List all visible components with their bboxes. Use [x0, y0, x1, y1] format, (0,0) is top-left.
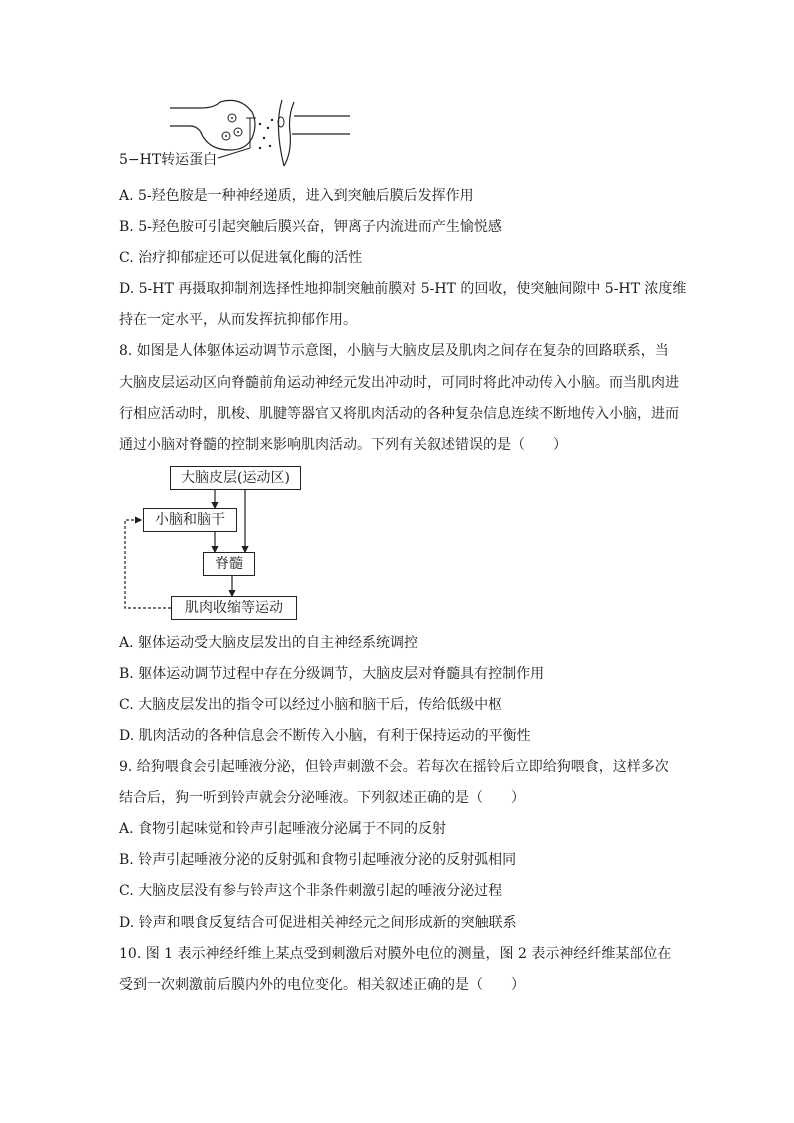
- q8-option-d: D. 肌肉活动的各种信息会不断传入小脑，有利于保持运动的平衡性: [119, 728, 531, 744]
- q8-option-a: A. 躯体运动受大脑皮层发出的自主神经系统调控: [119, 635, 419, 651]
- q9-option-b: B. 铃声引起唾液分泌的反射弧和食物引起唾液分泌的反射弧相同: [119, 852, 517, 868]
- box-cortex: 大脑皮层(运动区): [170, 466, 301, 490]
- q8-stem-2: 大脑皮层运动区向脊髓前角运动神经元发出冲动时，可同时将此冲动传入小脑。而当肌肉进: [119, 375, 679, 391]
- q7-option-d: D. 5-HT 再摄取抑制剂选择性地抑制突触前膜对 5-HT 的回收，使突触间隙中 5-HT 浓度维: [119, 281, 687, 297]
- transporter-label: 5−HT转运蛋白: [119, 152, 218, 168]
- q9-option-c: C. 大脑皮层没有参与铃声这个非条件刺激引起的唾液分泌过程: [119, 883, 503, 899]
- q7-option-a: A. 5-羟色胺是一种神经递质，进入到突触后膜后发挥作用: [119, 188, 474, 204]
- q9-stem-1: 9. 给狗喂食会引起唾液分泌，但铃声刺激不会。若每次在摇铃后立即给狗喂食，这样多次: [119, 759, 669, 775]
- q8-stem-3: 行相应活动时，肌梭、肌腱等器官又将肌肉活动的各种复杂信息连续不断地传入小脑，进而: [119, 406, 679, 422]
- box-spinal-cord: 脊髓: [203, 552, 255, 576]
- q7-option-b: B. 5-羟色胺可引起突触后膜兴奋，钾离子内流进而产生愉悦感: [119, 219, 502, 235]
- q8-option-b: B. 躯体运动调节过程中存在分级调节，大脑皮层对脊髓具有控制作用: [119, 666, 545, 682]
- q9-option-d: D. 铃声和喂食反复结合可促进相关神经元之间形成新的突触联系: [119, 915, 517, 931]
- q7-option-d-cont: 持在一定水平，从而发挥抗抑郁作用。: [119, 312, 357, 328]
- q7-option-c: C. 治疗抑郁症还可以促进氧化酶的活性: [119, 250, 363, 266]
- q8-stem-1: 8. 如图是人体躯体运动调节示意图，小脑与大脑皮层及肌肉之间存在复杂的回路联系，当: [119, 343, 669, 359]
- q9-option-a: A. 食物引起味觉和铃声引起唾液分泌属于不同的反射: [119, 821, 447, 837]
- box-muscle: 肌肉收缩等运动: [171, 596, 297, 620]
- q10-stem-1: 10. 图 1 表示神经纤维上某点受到刺激后对膜外电位的测量，图 2 表示神经纤维某部位在: [119, 946, 672, 962]
- q9-stem-2: 结合后，狗一听到铃声就会分泌唾液。下列叙述正确的是（ ）: [119, 790, 525, 806]
- motor-control-diagram: [115, 460, 315, 630]
- q8-option-c: C. 大脑皮层发出的指令可以经过小脑和脑干后，传给低级中枢: [119, 697, 503, 713]
- box-cerebellum: 小脑和脑干: [143, 508, 237, 532]
- q10-stem-2: 受到一次刺激前后膜内外的电位变化。相关叙述正确的是（ ）: [119, 977, 525, 993]
- q8-stem-4: 通过小脑对脊髓的控制来影响肌肉活动。下列有关叙述错误的是（ ）: [119, 437, 567, 453]
